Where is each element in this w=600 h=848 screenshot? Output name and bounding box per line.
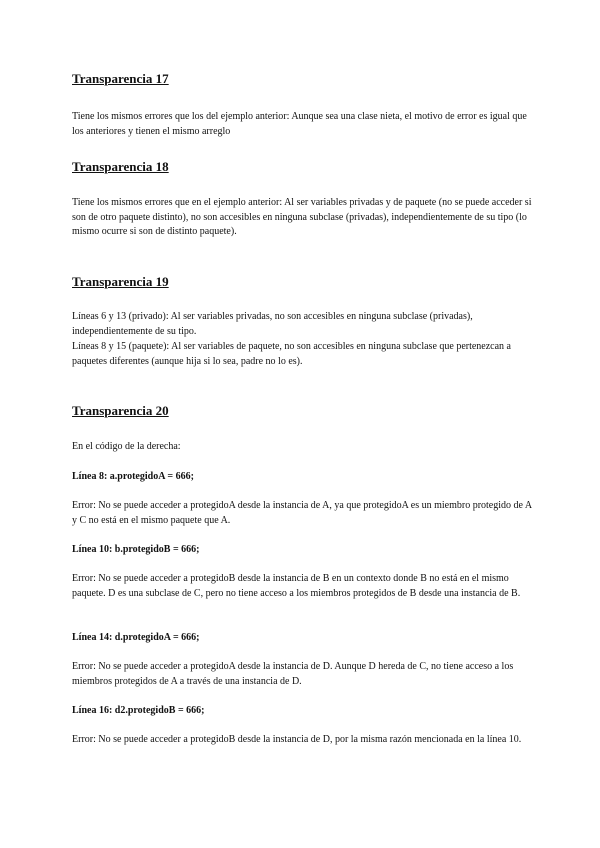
section-heading-transparencia-17: Transparencia 17: [72, 71, 169, 86]
section-heading-transparencia-20: Transparencia 20: [72, 403, 169, 418]
section-heading-transparencia-19: Transparencia 19: [72, 274, 169, 289]
error-explanation-line-8: Error: No se puede acceder a protegidoA desde la instancia de A, ya que protegidoA es un miembro protegido de A y C no está en el mismo paquete que A.: [72, 500, 532, 526]
code-line-10: Línea 10: b.protegidoB = 666;: [72, 544, 200, 555]
code-line-8: Línea 8: a.protegidoA = 666;: [72, 471, 194, 482]
section-18-paragraph: Tiene los mismos errores que en el ejemplo anterior: Al ser variables privadas y de paquete (no se puede acceder si son de otro paquete distinto), no son accesibles en ninguna subclase (privadas), independientemente de su tipo (lo mismo ocurre si son de distinto paquete).: [72, 197, 532, 237]
section-heading-transparencia-18: Transparencia 18: [72, 159, 169, 174]
error-explanation-line-16: Error: No se puede acceder a protegidoB desde la instancia de D, por la misma razón mencionada en la línea 10.: [72, 734, 522, 745]
code-line-16: Línea 16: d2.protegidoB = 666;: [72, 705, 205, 716]
error-explanation-line-14: Error: No se puede acceder a protegidoA desde la instancia de D. Aunque D hereda de C, no tiene acceso a los miembros protegidos de A a través de una instancia de D.: [72, 661, 514, 687]
code-line-14: Línea 14: d.protegidoA = 666;: [72, 632, 200, 643]
section-19-paragraph-private: Líneas 6 y 13 (privado): Al ser variables privadas, no son accesibles en ninguna subclase (privadas), independientemente de su tipo.: [72, 311, 473, 337]
error-explanation-line-10: Error: No se puede acceder a protegidoB desde la instancia de B en un contexto donde B no está en el mismo paquete. D es una subclase de C, pero no tiene acceso a los miembros protegidos de B desde una instancia de B.: [72, 573, 521, 599]
section-19-paragraph-package: Líneas 8 y 15 (paquete): Al ser variables de paquete, no son accesibles en ninguna subclase que pertenezcan a paquetes diferentes (aunque hija si lo sea, padre no lo es).: [72, 341, 511, 367]
section-20-intro: En el código de la derecha:: [72, 441, 181, 452]
section-17-paragraph: Tiene los mismos errores que los del ejemplo anterior: Aunque sea una clase nieta, el motivo de error es igual que los anteriores y tienen el mismo arreglo: [72, 111, 527, 137]
